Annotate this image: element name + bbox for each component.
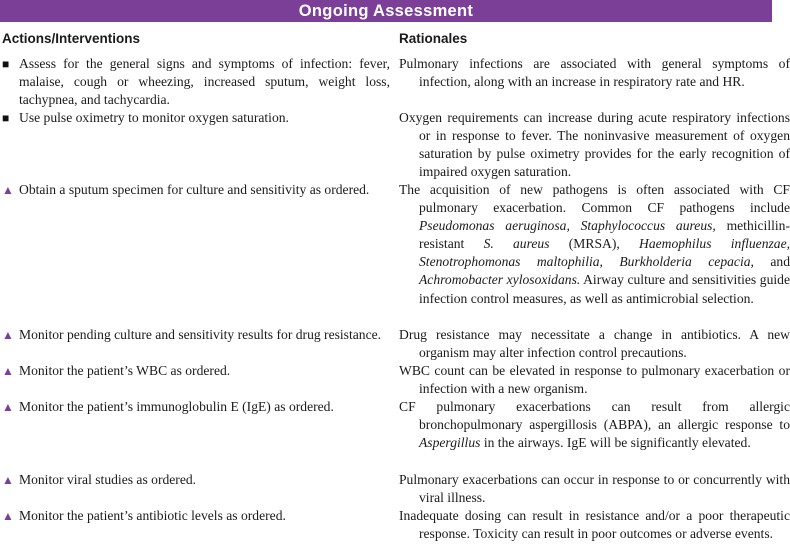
action-text: Monitor the patient’s WBC as ordered. <box>19 363 231 378</box>
rationale-text: in the airways. IgE will be significantly elevated. <box>480 435 751 451</box>
actions-column-header: Actions/Interventions <box>2 31 141 46</box>
rationale-text: (MRSA), <box>549 236 639 252</box>
rationale-cell: Pulmonary infections are associated with general symptoms of infection, along with an increase in respiratory rate and HR. <box>399 56 790 90</box>
pathogen-name: Achromobacter xylosoxidans. <box>419 272 581 288</box>
section-title: Ongoing Assessment <box>298 2 474 20</box>
pathogen-name: Aspergillus <box>419 435 481 451</box>
triangle-bullet-icon: ▲ <box>2 509 14 523</box>
rationale-text: Airway culture and sensitivities guide infection control measures, as well as antimicrobial selection. <box>419 272 790 306</box>
action-cell <box>2 326 390 344</box>
action-cell <box>2 398 390 416</box>
square-bullet-icon: ■ <box>2 57 10 71</box>
rationale-cell <box>399 181 790 308</box>
rationale-cell <box>399 398 790 452</box>
action-text: Monitor viral studies as ordered. <box>19 472 197 487</box>
rationales-column-header: Rationales <box>399 31 468 46</box>
action-text: Monitor the patient’s immunoglobulin E (IgE) as ordered. <box>19 399 334 414</box>
action-text: Monitor the patient’s antibiotic levels as ordered. <box>19 508 286 523</box>
pathogen-name: S. aureus <box>483 236 550 252</box>
triangle-bullet-icon: ▲ <box>2 328 14 342</box>
triangle-bullet-icon: ▲ <box>2 364 14 378</box>
rationale-text: and <box>753 254 790 270</box>
rationale-text: CF pulmonary exacerbations can result from allergic bronchopulmonary aspergillosis (ABPA), an allergic response to <box>399 399 790 433</box>
section-banner <box>0 0 772 22</box>
action-text: Obtain a sputum specimen for culture and sensitivity as ordered. <box>19 182 370 197</box>
pathogen-names: Haemophilus influenzae, Stenotrophomonas maltophilia, Burkholderia cepacia, <box>419 236 790 270</box>
rationale-cell: Pulmonary exacerbations can occur in response to or concurrently with viral illness. <box>399 472 790 506</box>
action-text: Monitor pending culture and sensitivity results for drug resistance. <box>19 327 382 342</box>
action-cell <box>2 55 390 109</box>
rationale-cell: Drug resistance may necessitate a change in antibiotics. A new organism may alter infection control precautions. <box>399 327 790 361</box>
action-cell <box>2 181 390 199</box>
rationale-text: The acquisition of new pathogens is often associated with CF pulmonary exacerbation. Common CF pathogens include <box>399 182 790 216</box>
action-cell <box>2 109 390 127</box>
triangle-bullet-icon: ▲ <box>2 473 14 487</box>
action-text: Assess for the general signs and symptoms of infection: fever, malaise, cough or wheezing, increased sputum, weight loss, tachypnea, and tachycardia. <box>19 56 390 108</box>
rationale-cell: Inadequate dosing can result in resistance and/or a poor therapeutic response. Toxicity can result in poor outcomes or adverse events. <box>399 508 790 542</box>
square-bullet-icon: ■ <box>2 111 10 125</box>
rationale-cell: WBC count can be elevated in response to pulmonary exacerbation or infection with a new organism. <box>399 363 790 397</box>
pathogen-names: Pseudomonas aeruginosa, Staphylococcus aureus, <box>419 218 716 234</box>
column-headers <box>0 22 772 48</box>
rationale-cell: Oxygen requirements can increase during acute respiratory infections or in response to fever. The noninvasive measurement of oxygen saturation by pulse oximetry provides for the early recognition of impaired oxygen saturation. <box>399 110 790 180</box>
triangle-bullet-icon: ▲ <box>2 183 14 197</box>
triangle-bullet-icon: ▲ <box>2 400 14 414</box>
rationale-text: methicillin-resistant <box>419 218 790 252</box>
action-cell <box>2 362 390 380</box>
action-cell <box>2 471 390 489</box>
action-cell <box>2 507 390 525</box>
action-text: Use pulse oximetry to monitor oxygen saturation. <box>19 110 289 125</box>
